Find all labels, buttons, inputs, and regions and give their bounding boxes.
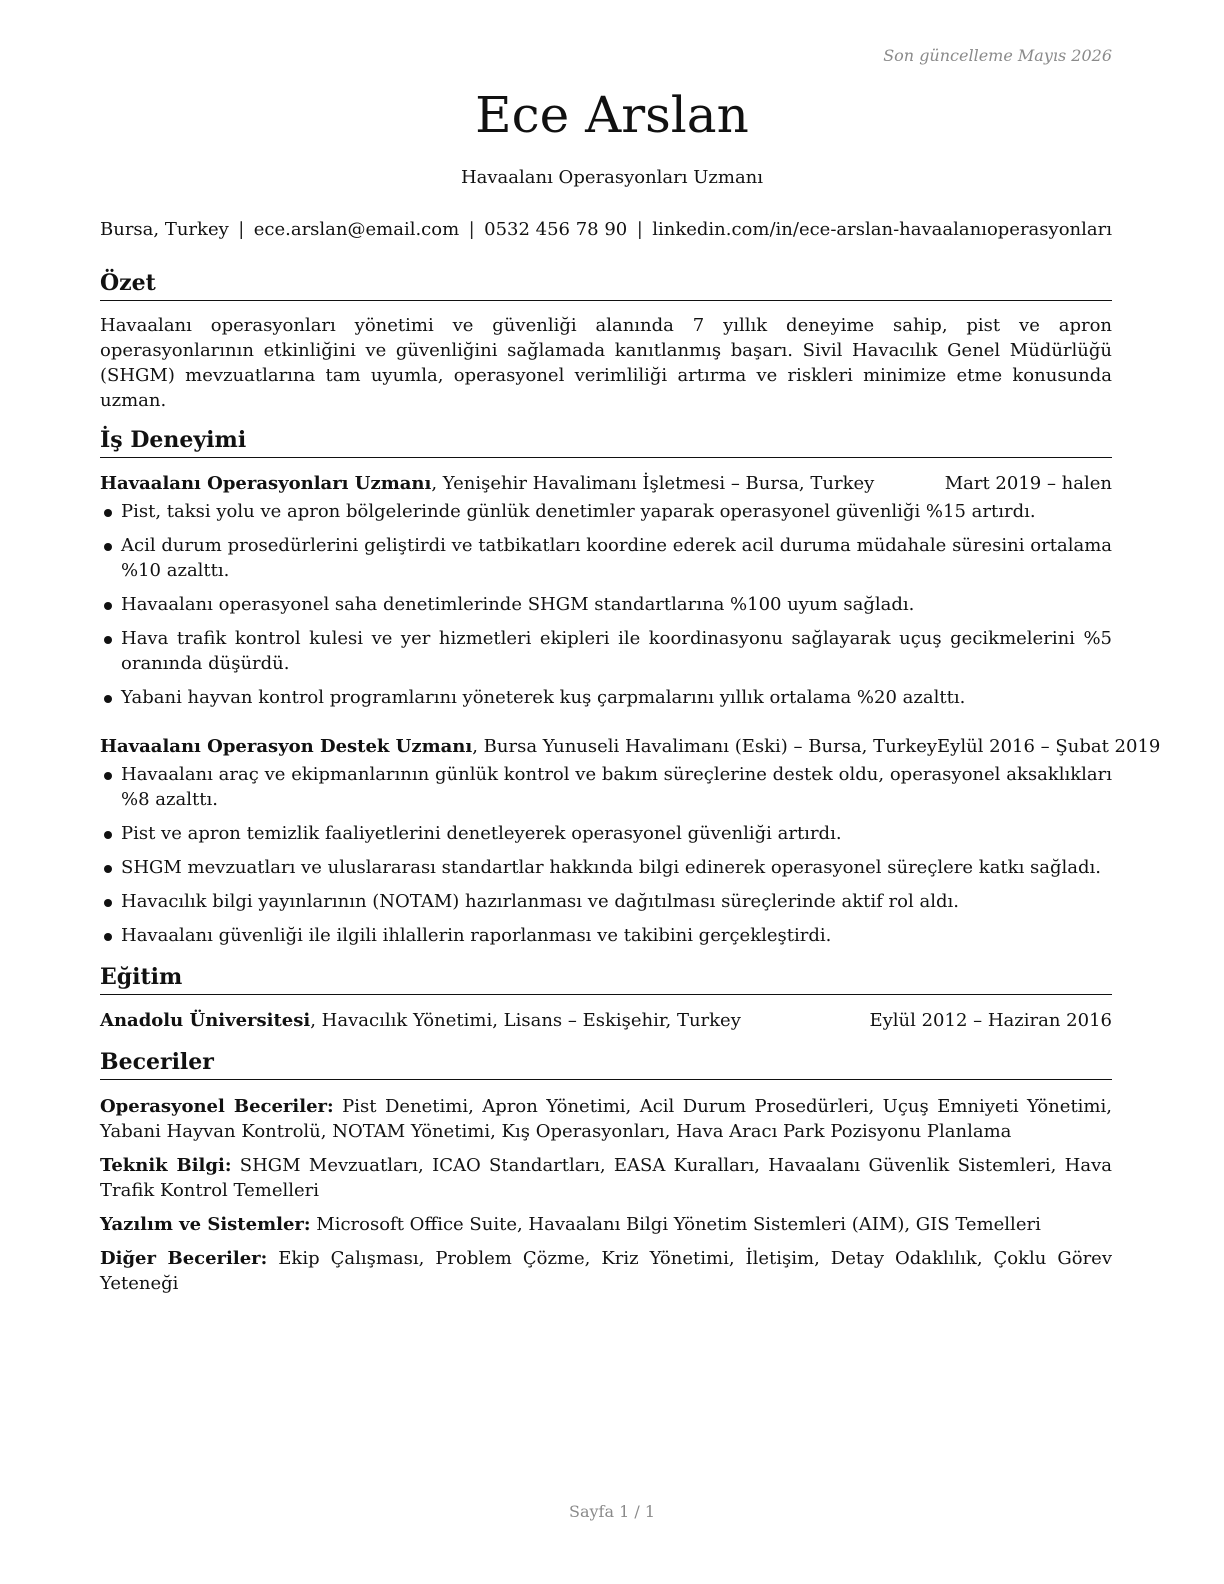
candidate-headline: Havaalanı Operasyonları Uzmanı (460, 167, 764, 188)
education-heading: Eğitim (100, 962, 1112, 995)
bullet-item (100, 889, 1112, 914)
bullet-dot-icon (104, 602, 112, 610)
bullet-text: Pist, taksi yolu ve apron bölgelerinde günlük denetimler yaparak operasyonel güvenliği %15 artırdı. (121, 501, 1036, 522)
bullet-text: Hava trafik kontrol kulesi ve yer hizmetleri ekipleri ile koordinasyonu sağlayarak uçuş gecikmelerini %5 oranında düşürdü. (121, 628, 1112, 674)
bullet-dot-icon (104, 933, 112, 941)
skill-group (100, 1094, 1112, 1144)
job-company: , Yenişehir Havalimanı İşletmesi – Bursa, Turkey (431, 473, 875, 494)
bullet-item (100, 923, 1112, 948)
skill-group-label: Teknik Bilgi: (100, 1155, 232, 1176)
skills-section (100, 1047, 1112, 1296)
job-bullets (100, 499, 1112, 710)
skill-group (100, 1212, 1112, 1237)
bullet-dot-icon (104, 636, 112, 644)
education-school: Anadolu Üniversitesi (100, 1010, 311, 1031)
job-entry (100, 471, 1112, 710)
contact-line (100, 219, 1112, 240)
bullet-text: Pist ve apron temizlik faaliyetlerini denetleyerek operasyonel güvenliği artırdı. (121, 823, 842, 844)
contact-phone[interactable]: 0532 456 78 90 (484, 219, 628, 240)
bullet-item (100, 821, 1112, 846)
page-number: Sayfa 1 / 1 (568, 1502, 655, 1521)
summary-text: Havaalanı operasyonları yönetimi ve güvenliği alanında 7 yıllık deneyime sahip, pist ve apron operasyonlarının etkinliğini ve güvenliğini sağlamada kanıtlanmış başarı. Sivil Havacılık Genel Müdürlüğü (SHGM) mevzuatlarına tam uyumla, operasyonel verimliliği artırma ve riskleri minimize etme konusunda uzman. (100, 315, 1112, 411)
education-entry (100, 1008, 1112, 1033)
bullet-item (100, 855, 1112, 880)
bullet-text: Havaalanı araç ve ekipmanlarının günlük kontrol ve bakım süreçlerine destek oldu, operasyonel aksaklıkları %8 azalttı. (121, 764, 1112, 810)
skill-group-text: Microsoft Office Suite, Havaalanı Bilgi Yönetim Sistemleri (AIM), GIS Temelleri (310, 1214, 1041, 1235)
bullet-dot-icon (104, 772, 112, 780)
job-header (100, 471, 1112, 496)
job-dates: Mart 2019 – halen (944, 473, 1112, 494)
bullet-text: Yabani hayvan kontrol programlarını yöneterek kuş çarpmalarını yıllık ortalama %20 azalttı. (121, 687, 966, 708)
contact-separator: | (468, 219, 475, 240)
bullet-dot-icon (104, 865, 112, 873)
experience-section (100, 425, 1161, 948)
job-dates: Eylül 2016 – Şubat 2019 (937, 736, 1161, 757)
bullet-item (100, 533, 1112, 583)
education-dates: Eylül 2012 – Haziran 2016 (869, 1010, 1112, 1031)
skills-heading: Beceriler (100, 1047, 1112, 1080)
experience-heading: İş Deneyimi (100, 425, 1112, 458)
bullet-text: Havaalanı güvenliği ile ilgili ihlallerin raporlanması ve takibini gerçekleştirdi. (121, 925, 832, 946)
job-company: , Bursa Yunuseli Havalimanı (Eski) – Bursa, Turkey (472, 736, 938, 757)
bullet-item (100, 626, 1112, 676)
job-title-line (100, 734, 937, 759)
bullet-text: Acil durum prosedürlerini geliştirdi ve tatbikatları koordine ederek acil duruma müdahale süresini ortalama %10 azalttı. (121, 535, 1112, 581)
contact-location: Bursa, Turkey (100, 219, 229, 240)
skill-group-text: Pist Denetimi, Apron Yönetimi, Acil Durum Prosedürleri, Uçuş Emniyeti Yönetimi, Yabani Hayvan Kontrolü, NOTAM Yönetimi, Kış Operasyonları, Hava Aracı Park Pozisyonu Planlama (100, 1096, 1112, 1142)
bullet-dot-icon (104, 543, 112, 551)
job-role: Havaalanı Operasyonları Uzmanı (100, 473, 432, 494)
contact-linkedin[interactable]: linkedin.com/in/ece-arslan-havaalanıoperasyonları (652, 219, 1112, 240)
bullet-item (100, 499, 1112, 524)
skill-group-label: Operasyonel Beceriler: (100, 1096, 334, 1117)
skill-group-label: Yazılım ve Sistemler: (100, 1214, 311, 1235)
bullet-text: SHGM mevzuatları ve uluslararası standartlar hakkında bilgi edinerek operasyonel süreçlere katkı sağladı. (121, 857, 1102, 878)
education-title-line (100, 1008, 741, 1033)
job-title-line (100, 471, 874, 496)
education-detail: , Havacılık Yönetimi, Lisans – Eskişehir, Turkey (310, 1010, 741, 1031)
contact-separator: | (636, 219, 643, 240)
bullet-dot-icon (104, 899, 112, 907)
summary-heading: Özet (100, 268, 1112, 301)
job-role: Havaalanı Operasyon Destek Uzmanı (100, 736, 473, 757)
bullet-item (100, 762, 1112, 812)
bullet-text: Havacılık bilgi yayınlarının (NOTAM) hazırlanması ve dağıtılması süreçlerinde aktif rol aldı. (121, 891, 959, 912)
bullet-dot-icon (104, 509, 112, 517)
skill-group-text: SHGM Mevzuatları, ICAO Standartları, EASA Kuralları, Havaalanı Güvenlik Sistemleri, Hava Trafik Kontrol Temelleri (100, 1155, 1112, 1201)
skill-group (100, 1246, 1112, 1296)
skill-group (100, 1153, 1112, 1203)
skills-list (100, 1094, 1112, 1296)
skill-group-label: Diğer Beceriler: (100, 1248, 268, 1269)
skill-group-text: Ekip Çalışması, Problem Çözme, Kriz Yönetimi, İletişim, Detay Odaklılık, Çoklu Görev Yeteneği (100, 1248, 1112, 1294)
resume-content (100, 268, 1161, 1310)
contact-email[interactable]: ece.arslan@email.com (253, 219, 460, 240)
education-section (100, 962, 1112, 1033)
bullet-dot-icon (104, 831, 112, 839)
job-header (100, 734, 1161, 759)
job-bullets (100, 762, 1112, 948)
bullet-dot-icon (104, 695, 112, 703)
summary-section (100, 268, 1112, 413)
bullet-item (100, 592, 1112, 617)
last-updated-note: Son güncelleme Mayıs 2026 (883, 46, 1112, 65)
bullet-text: Havaalanı operasyonel saha denetimlerinde SHGM standartlarına %100 uyum sağladı. (121, 594, 915, 615)
job-entry (100, 734, 1161, 948)
contact-separator: | (238, 219, 245, 240)
bullet-item (100, 685, 1112, 710)
candidate-name: Ece Arslan (475, 86, 749, 144)
